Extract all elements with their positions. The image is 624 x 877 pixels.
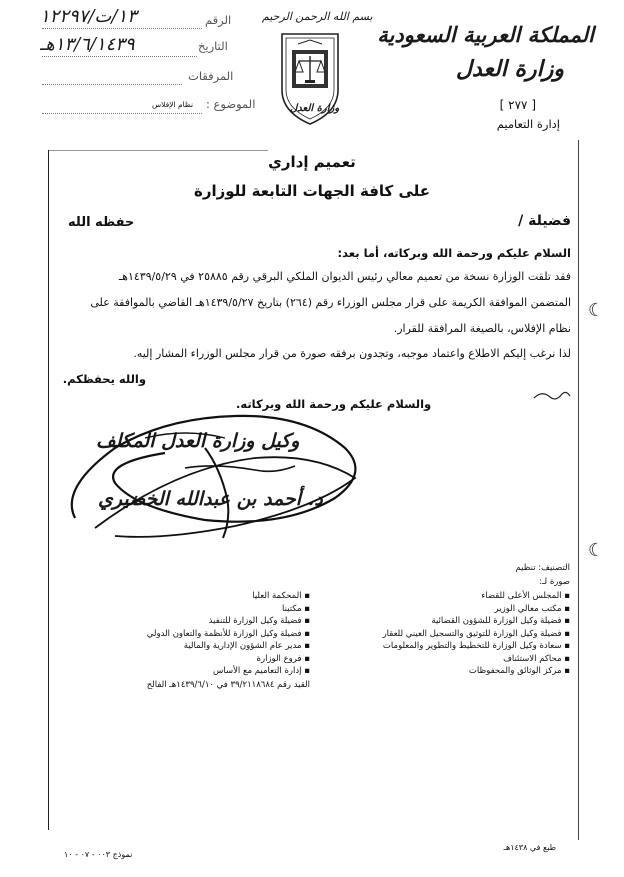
letter-addressee: على كافة الجهات التابعة للوزارة — [193, 182, 431, 200]
list-item: ▪ فضيلة وكيل الوزارة للتنفيذ — [208, 616, 310, 626]
list-item: ▪ فضيلة وكيل الوزارة للشؤون القضائية — [431, 616, 570, 626]
copy-list-left — [147, 590, 310, 678]
list-item: ▪ مكتب معالي الوزير — [494, 603, 570, 614]
ref-underline — [42, 28, 202, 29]
list-item: ▪ المحكمة العليا — [252, 591, 310, 601]
signatory-title: وكيل وزارة العدل المكلف — [96, 430, 300, 452]
ref-value: ١٣/ت/١٢٢٩٧ — [40, 6, 137, 27]
closing-prayer: والله يحفظكم. — [62, 372, 146, 386]
ministry-name: وزارة العدل — [455, 56, 564, 82]
form-code: نموذج ٠٠٣ - ٠٧ - ١٠ — [64, 850, 133, 859]
subject-value: نظام الإفلاس — [152, 100, 194, 109]
classification: التصنيف: تنظيم — [515, 563, 570, 573]
initials-scribble-icon — [532, 388, 572, 404]
copy-to-label: صورة لـ: — [539, 577, 570, 587]
list-item: ▪ محاكم الاستئناف — [503, 653, 570, 664]
letter-title: تعميم إداري — [268, 153, 356, 171]
salutation-title: فضيلة / — [518, 213, 571, 229]
paragraph-1-line-2: المتضمن الموافقة الكريمة على قرار مجلس الوزراء رقم (٢٦٤) بتاريخ ١٤٣٩/٥/٢٧هـ القاضي بالموافقة على — [90, 296, 571, 309]
list-item: ▪ سعادة وكيل الوزارة للتخطيط والتطوير والمعلومات — [382, 641, 570, 651]
list-item: ▪ فضيلة وكيل الوزارة للأنظمة والتعاون الدولي — [146, 628, 310, 639]
department-name: إدارة التعاميم — [496, 117, 560, 131]
list-item: ▪ المجلس الأعلى للقضاء — [481, 591, 570, 601]
attachments-underline — [42, 84, 182, 85]
frame-top-rule — [48, 150, 268, 151]
signature-icon — [55, 408, 375, 548]
paragraph-1-line-1: فقد تلقت الوزارة نسخة من تعميم معالي رئيس الديوان الملكي البرقي رقم ٢٥٨٨٥ في ١٤٣٩/٥/٢٩هـ — [118, 270, 571, 283]
punch-mark: ☾ — [588, 540, 605, 561]
date-underline — [42, 56, 197, 57]
subject-underline — [42, 113, 202, 114]
kingdom-name: المملكة العربية السعودية — [377, 22, 594, 47]
frame-right-rule — [578, 140, 579, 840]
list-item: ▪ فروع الوزارة — [256, 653, 310, 664]
list-item: ▪ مكتبنا — [281, 603, 310, 614]
date-value: ١٣/٦/١٤٣٩هـ — [40, 34, 135, 55]
ref-label: الرقم — [205, 13, 232, 27]
registry-note: القيد رقم ٣٩/٢١١٨٦٨٤ في ١٤٣٩/٦/١٠هـ الفالح — [146, 680, 310, 690]
list-item: ▪ إدارة التعاميم مع الأساس — [213, 666, 310, 676]
punch-mark: ☾ — [588, 300, 605, 321]
frame-left-rule — [48, 150, 49, 830]
list-item: ▪ مركز الوثائق والمحفوظات — [468, 666, 570, 676]
paragraph-1-line-3: نظام الإفلاس، بالصيغة المرافقة للقرار. — [393, 322, 571, 335]
greeting: السلام عليكم ورحمة الله وبركاته، أما بعد: — [337, 246, 571, 260]
copy-list-right — [383, 590, 570, 678]
list-item: ▪ مدير عام الشؤون الإدارية والمالية — [183, 641, 310, 651]
date-label: التاريخ — [198, 39, 228, 53]
attachments-label: المرفقات — [188, 69, 234, 83]
signatory-name: د. أحمد بن عبدالله الخضيري — [98, 488, 323, 510]
closing-greeting: والسلام عليكم ورحمة الله وبركاته. — [236, 397, 432, 411]
paragraph-2: لذا نرغب إليكم الاطلاع واعتماد موجبه، وتجدون برفقه صورة من قرار مجلس الوزراء المشار إليه. — [133, 347, 571, 360]
list-item: ▪ فضيلة وكيل الوزارة للتوثيق والتسجيل العيني للعقار — [382, 628, 570, 639]
basmala: بسم الله الرحمن الرحيم — [262, 10, 373, 23]
subject-label: الموضوع : — [206, 97, 256, 111]
emblem-caption: وزارة العدل — [290, 103, 340, 114]
print-date: طبع في ١٤٣٨هـ — [503, 843, 556, 852]
document-number: [ ٢٧٧ ] — [499, 98, 536, 112]
salutation-blessing: حفظه الله — [68, 215, 135, 230]
